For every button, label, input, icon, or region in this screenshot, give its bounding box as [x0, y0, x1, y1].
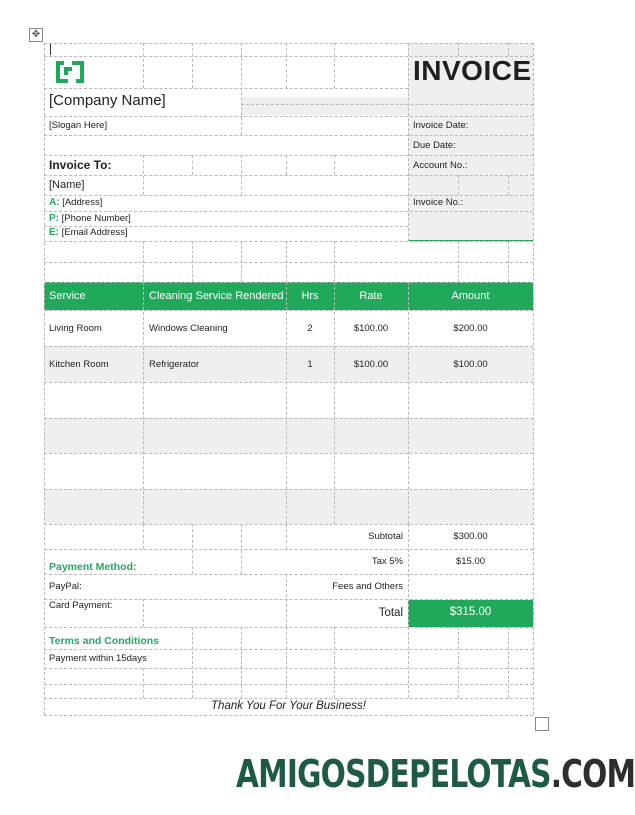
- invoice-title: INVOICE: [413, 55, 532, 86]
- subtotal-value[interactable]: $300.00: [453, 531, 488, 542]
- table-row-shading: [44, 418, 533, 453]
- table-cell-hrs[interactable]: 2: [307, 323, 313, 334]
- watermark-suffix: .COM: [550, 752, 635, 796]
- client-name[interactable]: [Name]: [49, 179, 85, 191]
- table-cell-amount[interactable]: $200.00: [453, 323, 488, 334]
- col-header-rate: Rate: [359, 290, 383, 302]
- table-cell-service[interactable]: Kitchen Room: [49, 359, 109, 370]
- table-cell-rendered[interactable]: Windows Cleaning: [149, 323, 228, 334]
- thank-you-message: Thank You For Your Business!: [211, 700, 366, 712]
- table-move-handle-icon[interactable]: ✥: [29, 28, 43, 42]
- total-label: Total: [378, 607, 403, 619]
- invoice-date-label: Invoice Date:: [413, 120, 469, 131]
- watermark-logo: [236, 752, 635, 796]
- payment-method-title: Payment Method:: [49, 561, 137, 573]
- fees-label: Fees and Others: [332, 581, 403, 592]
- table-cell-rendered[interactable]: Refrigerator: [149, 359, 200, 370]
- card-payment-label: Card Payment:: [49, 600, 113, 611]
- tax-label: Tax 5%: [371, 556, 403, 567]
- table-cell-rate[interactable]: $100.00: [353, 359, 389, 370]
- col-header-amount: Amount: [451, 290, 490, 302]
- col-header-hrs: Hrs: [301, 290, 319, 302]
- subtotal-label: Subtotal: [368, 531, 403, 542]
- phone-line[interactable]: [49, 213, 131, 224]
- email-line[interactable]: [49, 227, 128, 238]
- invoice-no-label: Invoice No.:: [413, 197, 464, 208]
- invoice-to-label: Invoice To:: [49, 158, 112, 172]
- table-cell-amount[interactable]: $100.00: [453, 359, 488, 370]
- text-cursor: [50, 44, 51, 55]
- table-cell-service[interactable]: Living Room: [49, 323, 102, 334]
- paypal-label: PayPal:: [49, 581, 82, 592]
- company-name[interactable]: [Company Name]: [49, 92, 166, 109]
- address-line[interactable]: [49, 197, 102, 208]
- account-no-label: Account No.:: [413, 160, 468, 171]
- watermark-main: AMIGOSDEPELOTAS: [236, 752, 551, 796]
- due-date-label: Due Date:: [413, 140, 456, 151]
- phone-key: P:: [49, 213, 59, 224]
- address-value: [Address]: [62, 197, 103, 208]
- table-row-shading: [44, 489, 533, 524]
- col-header-service: Service: [49, 290, 86, 302]
- phone-value: [Phone Number]: [61, 213, 131, 224]
- email-value: [Email Address]: [61, 227, 128, 238]
- header-shading: [241, 97, 408, 115]
- table-resize-handle-icon[interactable]: [535, 717, 549, 731]
- col-header-rendered: Cleaning Service Rendered: [149, 290, 284, 302]
- table-cell-rate[interactable]: $100.00: [353, 323, 389, 334]
- logo-icon: [54, 57, 86, 87]
- table-cell-hrs[interactable]: 1: [307, 359, 313, 370]
- tax-value[interactable]: $15.00: [455, 556, 486, 567]
- address-key: A:: [49, 197, 60, 208]
- slogan[interactable]: [Slogan Here]: [49, 120, 108, 131]
- terms-text[interactable]: Payment within 15days: [49, 653, 147, 664]
- email-key: E:: [49, 227, 59, 238]
- total-value[interactable]: $315.00: [449, 606, 492, 618]
- terms-title: Terms and Conditions: [49, 635, 160, 647]
